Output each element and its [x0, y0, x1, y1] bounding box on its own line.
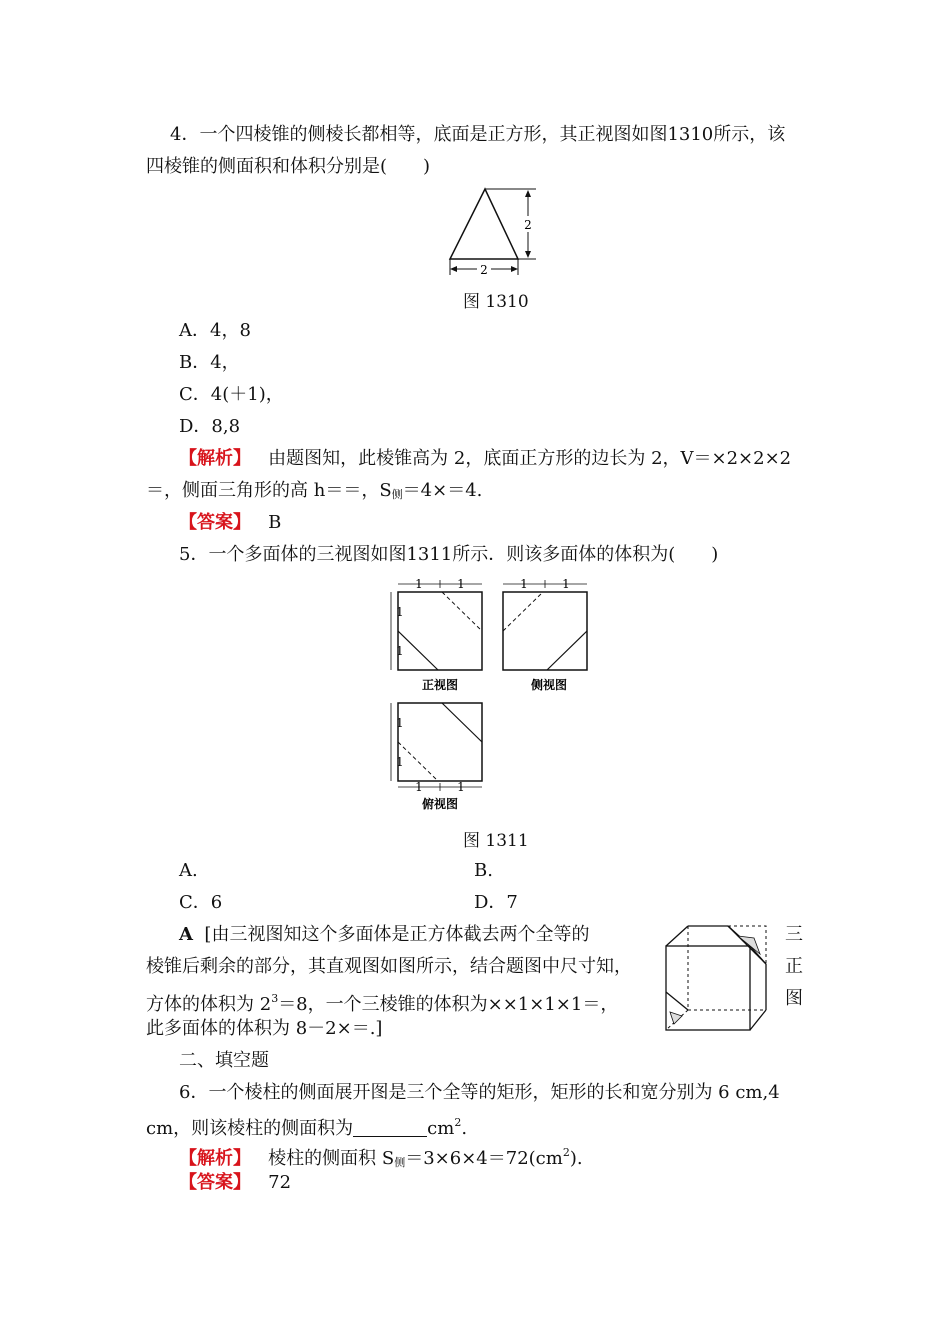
- subscript: 侧: [391, 488, 403, 501]
- q6-stem-line-2: [146, 1110, 467, 1142]
- subscript: 侧: [394, 1156, 406, 1169]
- dim-width-label: 2: [480, 263, 488, 277]
- dim-label: 1: [457, 780, 465, 794]
- section-title: 二、填空题: [179, 1050, 269, 1071]
- q5-solution-line-4: 此多面体的体积为 8－2×＝.]: [146, 1018, 383, 1039]
- side-view-label: 侧视图: [530, 678, 568, 692]
- arrow-head: [511, 266, 518, 272]
- q4-analysis-text: 由题图知，此棱锥高为 2，底面正方形的边长为 2，V＝×2×2×2: [268, 448, 792, 469]
- superscript: 3: [271, 992, 279, 1005]
- front-view-diagram: [390, 578, 490, 696]
- q4-analysis-line-2: [146, 478, 482, 508]
- q5-answer-letter: A: [179, 924, 193, 945]
- solid-edge: [398, 631, 438, 670]
- dim-label: 1: [396, 644, 404, 658]
- q5-option-c: C．6: [179, 892, 223, 913]
- front-view-square: [398, 592, 482, 670]
- front-view-label: 正视图: [421, 678, 459, 692]
- q5-solution-line-2: 棱锥后剩余的部分，其直观图如图所示，结合题图中尺寸知，: [146, 956, 632, 977]
- q5-option-b: B.: [474, 860, 493, 881]
- q5-option-a: A.: [179, 860, 198, 881]
- q6-stem-line-1: 6．一个棱柱的侧面展开图是三个全等的矩形，矩形的长和宽分别为 6 cm,4: [179, 1082, 780, 1103]
- q6-answer: 72: [268, 1172, 292, 1193]
- answer-blank[interactable]: [353, 1118, 427, 1137]
- hidden-edge: [503, 592, 543, 631]
- q4-option-a: A．4，8: [179, 320, 251, 341]
- q5-stem-line-1: 5．一个多面体的三视图如图1311所示．则该多面体的体积为( ): [179, 544, 719, 565]
- q6-answer-line: [179, 1170, 291, 1196]
- dim-label: 1: [396, 605, 404, 619]
- stem-text: .: [461, 1118, 468, 1139]
- hidden-edge: [398, 742, 438, 781]
- q4-answer: B: [268, 512, 282, 533]
- q4-option-b: B．4，: [179, 352, 240, 373]
- superscript: 2: [562, 1146, 570, 1159]
- analysis-text: 棱柱的侧面积 S: [268, 1148, 395, 1169]
- arrow-head: [525, 190, 531, 197]
- answer-tag: 【答案】: [179, 512, 251, 533]
- wrapped-char: 三: [785, 924, 803, 945]
- triangle-outline: [450, 189, 518, 259]
- side-view-diagram: [497, 578, 597, 696]
- top-view-square: [398, 703, 482, 781]
- analysis-text: ).: [569, 1148, 583, 1169]
- dim-label: 1: [562, 577, 570, 591]
- analysis-text: ＝，侧面三角形的高 h＝＝，S: [146, 480, 392, 501]
- q5-solution-line-3: [146, 986, 618, 1018]
- q4-stem-line-1: 4．一个四棱锥的侧棱长都相等，底面是正方形，其正视图如图1310所示，该: [170, 124, 786, 145]
- answer-tag: 【答案】: [179, 1172, 251, 1193]
- solid-edge: [442, 703, 482, 742]
- solid-edge: [547, 631, 587, 670]
- wrapped-char: 正: [785, 956, 803, 977]
- hidden-edge: [442, 592, 482, 631]
- solution-text: ＝8，一个三棱锥的体积为××1×1×1＝，: [278, 994, 619, 1015]
- side-view-square: [503, 592, 587, 670]
- dim-label: 1: [457, 577, 465, 591]
- q5-solution-line-1: [179, 922, 589, 948]
- analysis-text: ＝3×6×4＝72(cm: [405, 1148, 563, 1169]
- q4-option-c: C．4(＋1)，: [179, 384, 284, 405]
- solid-perspective-diagram: [660, 920, 770, 1034]
- q4-stem-line-2: 四棱锥的侧面积和体积分别是( ): [146, 156, 431, 177]
- q5-solution-text: [由三视图知这个多面体是正方体截去两个全等的: [204, 924, 590, 945]
- stem-text: cm，则该棱柱的侧面积为: [146, 1118, 354, 1139]
- q5-option-d: D．7: [474, 892, 518, 913]
- top-view-diagram: [390, 697, 490, 815]
- top-view-label: 俯视图: [421, 797, 459, 811]
- wrapped-char: 图: [785, 988, 803, 1009]
- dim-label: 1: [396, 716, 404, 730]
- solution-text: 方体的体积为 2: [146, 994, 272, 1015]
- q4-answer-line: [179, 510, 281, 536]
- superscript: 2: [454, 1116, 462, 1129]
- analysis-tag: 【解析】: [179, 448, 251, 469]
- dim-label: 1: [415, 577, 423, 591]
- stem-text: cm: [427, 1118, 455, 1139]
- q4-option-d: D．8,8: [179, 416, 241, 437]
- dim-label: 1: [520, 577, 528, 591]
- dim-label: 1: [396, 755, 404, 769]
- figure-1310-front-view: [440, 183, 550, 278]
- analysis-tag: 【解析】: [179, 1148, 251, 1169]
- figure-1310-caption: 图 1310: [463, 292, 529, 312]
- arrow-head: [525, 251, 531, 258]
- arrow-head: [450, 266, 457, 272]
- dim-height-label: 2: [524, 218, 532, 232]
- dim-label: 1: [415, 780, 423, 794]
- figure-1311-caption: 图 1311: [463, 831, 529, 851]
- analysis-text: ＝4×＝4.: [402, 480, 483, 501]
- q4-analysis-line-1: [179, 446, 791, 472]
